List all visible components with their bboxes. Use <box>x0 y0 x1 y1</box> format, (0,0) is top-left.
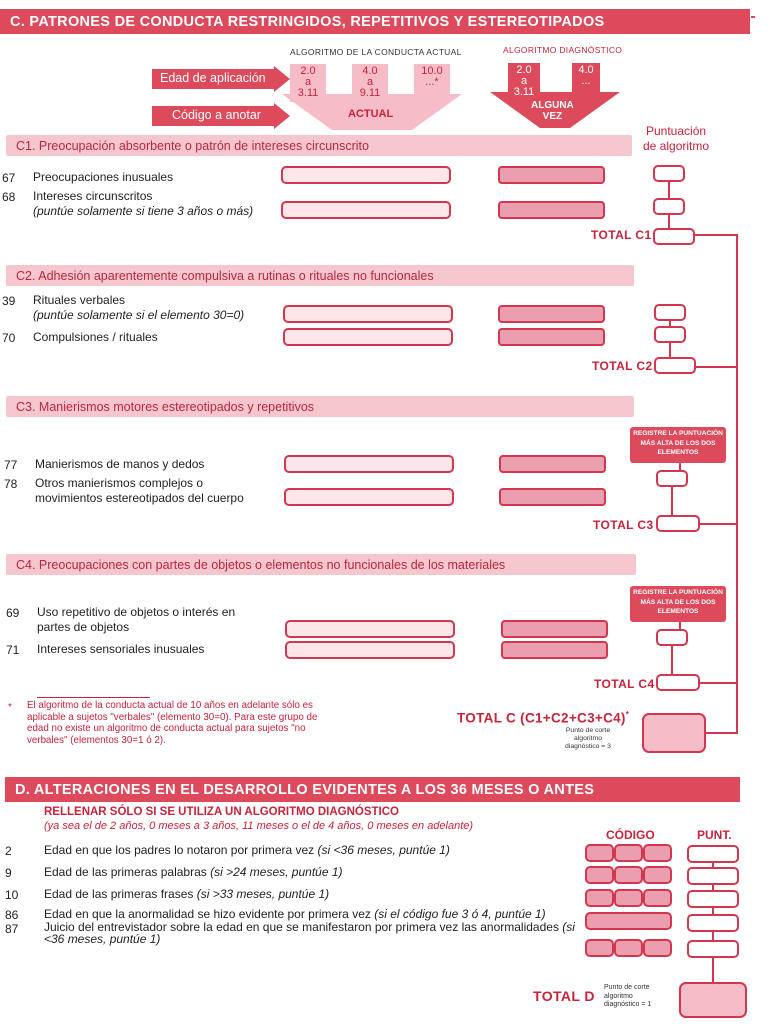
code-digit-field[interactable] <box>585 866 614 884</box>
footnote-mark: * <box>8 702 12 713</box>
code-digit-field[interactable] <box>643 844 672 862</box>
item-label <box>44 843 450 858</box>
item-note: (si >24 meses, puntúe 1) <box>210 865 343 879</box>
actual-code-field[interactable] <box>281 166 451 184</box>
punt-field[interactable] <box>687 940 739 958</box>
item-note: (si <36 meses, puntúe 1) <box>44 920 575 946</box>
item-number: 77 <box>4 458 18 472</box>
item-note: (si >33 meses, puntúe 1) <box>196 887 330 901</box>
total-c-text: TOTAL C (C1+C2+C3+C4) <box>457 710 626 726</box>
item-label: Manierismos de manos y dedos <box>35 457 205 471</box>
total-c1-label: TOTAL C1 <box>591 228 652 242</box>
code-field[interactable] <box>585 912 672 930</box>
c1-title: C1. Preocupación absorbente o patrón de intereses circunscrito <box>16 138 369 153</box>
item-note: (si el código fue 3 ó 4, puntúe 1) <box>374 907 546 921</box>
item-number: 70 <box>2 331 16 345</box>
total-c1-field[interactable] <box>653 228 695 245</box>
connector <box>668 215 670 228</box>
item-number: 87 <box>5 922 19 936</box>
diag-code-field[interactable] <box>501 620 608 638</box>
age-actual-2: 4.0 a 9.11 <box>352 64 388 102</box>
diag-code-field[interactable] <box>499 455 606 473</box>
section-d-subtitle-note: (ya sea el de 2 años, 0 meses a 3 años, 11 meses o el de 4 años, 0 meses en adelante) <box>44 820 474 832</box>
actual-code-field[interactable] <box>284 455 454 473</box>
code-digit-field[interactable] <box>614 939 643 957</box>
age-actual-1: 2.0 a 3.11 <box>290 64 326 102</box>
item-text: Edad de las primeras frases <box>44 887 194 901</box>
bracket <box>706 732 738 734</box>
connector <box>712 932 714 940</box>
item-number: 68 <box>2 190 16 204</box>
age-actual-3: 10.0 ...* <box>414 64 450 94</box>
item-label: Rituales verbales <box>33 293 126 307</box>
code-digit-field[interactable] <box>614 866 643 884</box>
c2-title: C2. Adhesión aparentemente compulsiva a rutinas o rituales no funcionales <box>16 268 434 283</box>
code-digit-field[interactable] <box>585 939 614 957</box>
score-field[interactable] <box>654 326 686 343</box>
diag-code-field[interactable] <box>498 328 605 346</box>
c4-header <box>6 554 636 575</box>
connector <box>671 487 673 516</box>
code-digit-field[interactable] <box>585 844 614 862</box>
connector <box>669 321 671 326</box>
age-diag-2: 4.0 ... <box>572 63 600 93</box>
code-digit-field[interactable] <box>614 844 643 862</box>
total-d-label: TOTAL D <box>533 988 595 1004</box>
code-digit-field[interactable] <box>643 866 672 884</box>
cutoff-c: Punto de corte algoritmo diagnóstico = 3 <box>565 727 611 750</box>
puntuacion-header: Puntuación de algoritmo <box>643 124 710 153</box>
punt-field[interactable] <box>687 890 739 908</box>
diag-code-field[interactable] <box>501 641 608 659</box>
total-c4-field[interactable] <box>656 674 700 691</box>
item-text: Edad en que los padres lo notaron por primera vez <box>44 843 315 857</box>
total-c-mark: * <box>625 710 630 719</box>
age-diag-1: 2.0 a 3.11 <box>508 63 540 101</box>
item-note: (si <36 meses, puntúe 1) <box>317 843 450 857</box>
total-c2-field[interactable] <box>654 357 696 374</box>
c4-title: C4. Preocupaciones con partes de objetos o elementos no funcionales de los materiales <box>16 557 506 572</box>
algo-diag-title: ALGORITMO DIAGNÓSTICO <box>503 45 623 55</box>
codigo-label: Código a anotar <box>172 108 261 122</box>
c3-header <box>6 396 634 417</box>
diag-code-field[interactable] <box>498 166 605 184</box>
actual-code-field[interactable] <box>283 305 453 323</box>
score-field[interactable] <box>656 470 688 487</box>
item-number: 10 <box>5 888 19 902</box>
total-c3-label: TOTAL C3 <box>593 518 654 532</box>
actual-code-field[interactable] <box>283 328 453 346</box>
item-label: Uso repetitivo de objetos o interés en partes de objetos <box>37 605 236 634</box>
alguna-vez-label: ALGUNA VEZ <box>531 100 574 122</box>
connector <box>712 885 714 890</box>
actual-code-field[interactable] <box>281 201 451 219</box>
codigo-header: CÓDIGO <box>606 828 655 842</box>
item-label: Otros manierismos complejos o movimientos estereotipados del cuerpo <box>35 476 244 505</box>
item-number: 39 <box>2 294 16 308</box>
c3-title: C3. Manierismos motores estereotipados y repetitivos <box>16 399 315 414</box>
score-field[interactable] <box>654 304 686 321</box>
score-field[interactable] <box>656 629 688 646</box>
actual-code-field[interactable] <box>284 488 454 506</box>
item-text: Edad de las primeras palabras <box>44 865 207 879</box>
bracket <box>695 234 737 236</box>
total-c2-label: TOTAL C2 <box>592 359 653 373</box>
connector <box>671 646 673 674</box>
item-note: (puntúe solamente si el elemento 30=0) <box>33 308 245 322</box>
item-text: Edad en que la anormalidad se hizo evidente por primera vez <box>44 907 371 921</box>
item-label <box>44 865 343 880</box>
bracket <box>700 523 737 525</box>
connector <box>712 958 714 982</box>
punt-field[interactable] <box>687 845 739 863</box>
cutoff-d: Punto de corte algoritmo diagnóstico = 1 <box>604 984 652 1008</box>
diag-code-field[interactable] <box>498 305 605 323</box>
actual-code-field[interactable] <box>285 620 455 638</box>
item-label: Intereses circunscritos <box>33 189 153 203</box>
item-text: Juicio del entrevistador sobre la edad en que se manifestaron por primera vez las anormalidades <box>44 920 559 934</box>
total-c3-field[interactable] <box>656 515 700 532</box>
code-digit-field[interactable] <box>643 939 672 957</box>
punt-field[interactable] <box>687 867 739 885</box>
item-number: 71 <box>6 643 20 657</box>
item-note: (puntúe solamente si tiene 3 años o más) <box>33 204 254 218</box>
c4-register-note: REGISTRE LA PUNTUACIÓN MÁS ALTA DE LOS DOS ELEMENTOS <box>630 586 726 622</box>
bracket <box>700 682 737 684</box>
connector <box>712 863 714 867</box>
c2-header <box>6 265 634 286</box>
connector <box>712 908 714 914</box>
item-number: 2 <box>5 844 12 858</box>
section-d-header <box>5 777 740 802</box>
c3-register-note: REGISTRE LA PUNTUACIÓN MÁS ALTA DE LOS DOS ELEMENTOS <box>630 427 726 463</box>
total-c-field[interactable] <box>642 713 706 753</box>
edad-label: Edad de aplicación <box>160 71 266 85</box>
section-c-header <box>0 9 750 34</box>
footnote-rule <box>37 697 150 698</box>
code-digit-field[interactable] <box>614 889 643 907</box>
item-label <box>44 887 329 902</box>
item-number: 69 <box>6 606 20 620</box>
item-number: 78 <box>4 477 18 491</box>
section-c-title: C. PATRONES DE CONDUCTA RESTRINGIDOS, REPETITIVOS Y ESTEREOTIPADOS <box>10 13 605 30</box>
item-label <box>44 921 584 945</box>
bracket <box>736 234 738 734</box>
item-number: 67 <box>2 171 16 185</box>
connector <box>669 343 671 358</box>
total-c4-label: TOTAL C4 <box>594 677 655 691</box>
section-d-title: D. ALTERACIONES EN EL DESARROLLO EVIDENTES A LOS 36 MESES O ANTES <box>15 781 595 798</box>
item-label: Intereses sensoriales inusuales <box>37 642 205 656</box>
bracket <box>696 366 737 368</box>
punt-field[interactable] <box>687 914 739 932</box>
code-digit-field[interactable] <box>643 889 672 907</box>
total-d-field[interactable] <box>679 982 747 1018</box>
algo-actual-title: ALGORITMO DE LA CONDUCTA ACTUAL <box>290 47 462 57</box>
score-field[interactable] <box>653 198 685 215</box>
connector <box>668 182 670 198</box>
diag-code-field[interactable] <box>499 488 606 506</box>
diag-code-field[interactable] <box>498 201 605 219</box>
c1-header <box>6 135 632 156</box>
actual-code-field[interactable] <box>285 641 455 659</box>
item-number: 9 <box>5 866 12 880</box>
total-c-label <box>457 710 629 726</box>
footnote: El algoritmo de la conducta actual de 10 años en adelante sólo es aplicable a sujetos "verbales" (elemento 30=0). Para este grupo de edad no existe un algoritmo de conducta actual para sujetos "no verbales" (elementos 30=1 ó 2). <box>27 700 318 746</box>
item-number: 86 <box>5 908 19 922</box>
corner-mark <box>751 16 755 18</box>
actual-label: ACTUAL <box>348 108 394 120</box>
score-field[interactable] <box>653 165 685 182</box>
item-label: Preocupaciones inusuales <box>33 170 174 184</box>
item-label: Compulsiones / rituales <box>33 330 158 344</box>
section-d-subtitle: RELLENAR SÓLO SI SE UTILIZA UN ALGORITMO DIAGNÓSTICO <box>44 806 400 818</box>
code-digit-field[interactable] <box>585 889 614 907</box>
punt-header: PUNT. <box>697 828 732 842</box>
